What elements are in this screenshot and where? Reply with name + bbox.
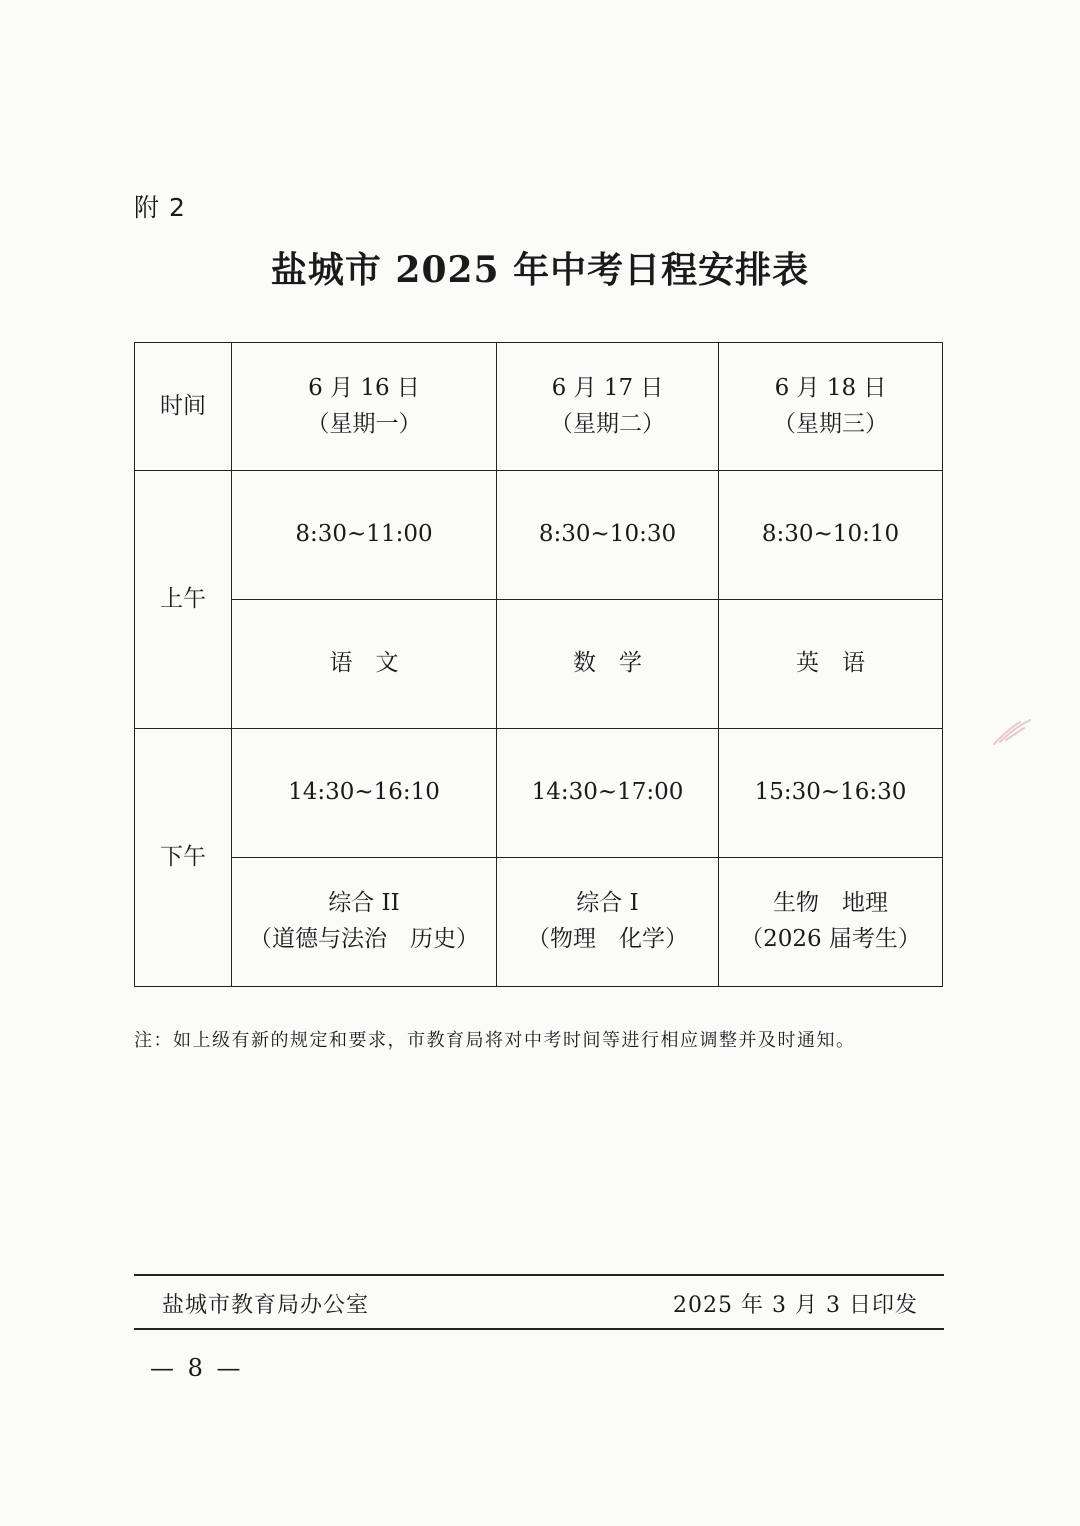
time-cell: 15:30~16:30 [719, 729, 943, 858]
footer-bottom-rule [134, 1328, 944, 1330]
subject-name: 综合 I [576, 890, 639, 917]
subject-detail: （2026 届考生） [740, 926, 921, 952]
day-weekday: （星期三） [773, 410, 888, 437]
subject-detail: （物理 化学） [527, 926, 688, 952]
afternoon-time-row [135, 729, 943, 858]
footer-top-rule [134, 1274, 944, 1276]
time-cell: 8:30~10:30 [497, 471, 719, 600]
issuer-name: 盐城市教育局办公室 [162, 1293, 370, 1318]
day-date: 6 月 16 日 [308, 374, 420, 401]
subject-cell [232, 858, 497, 987]
footnote: 注：如上级有新的规定和要求，市教育局将对中考时间等进行相应调整并及时通知。 [134, 1030, 856, 1051]
day-weekday: （星期一） [306, 410, 422, 437]
subject-cell [719, 858, 943, 987]
morning-time-row [135, 471, 943, 600]
day-weekday: （星期二） [550, 410, 665, 437]
issue-date: 2025 年 3 月 3 日印发 [673, 1293, 918, 1318]
subject-cell: 英 语 [719, 600, 943, 729]
time-cell: 8:30~11:00 [232, 471, 497, 600]
time-cell: 14:30~16:10 [232, 729, 497, 858]
ink-smudge-mark [990, 714, 1036, 750]
annex-label: 附 2 [134, 193, 186, 222]
afternoon-label-cell: 下午 [135, 729, 232, 987]
subject-name: 生物 地理 [773, 890, 888, 917]
page-number: — 8 — [150, 1354, 244, 1382]
morning-subject-row [135, 600, 943, 729]
morning-label-cell: 上午 [135, 471, 232, 729]
document-title: 盐城市 2025 年中考日程安排表 [270, 249, 810, 291]
header-row [135, 343, 943, 471]
time-cell: 8:30~10:10 [719, 471, 943, 600]
day-date: 6 月 18 日 [774, 374, 887, 401]
day-header-cell [719, 343, 943, 471]
time-header-cell: 时间 [135, 343, 232, 471]
subject-cell: 语 文 [232, 600, 497, 729]
subject-name: 综合 II [328, 890, 400, 917]
subject-detail: （道德与法治 历史） [249, 926, 479, 952]
time-cell: 14:30~17:00 [497, 729, 719, 858]
exam-schedule-table [134, 342, 943, 987]
subject-cell: 数 学 [497, 600, 719, 729]
afternoon-subject-row [135, 858, 943, 987]
day-date: 6 月 17 日 [551, 374, 664, 401]
subject-cell [497, 858, 719, 987]
day-header-cell [497, 343, 719, 471]
day-header-cell [232, 343, 497, 471]
